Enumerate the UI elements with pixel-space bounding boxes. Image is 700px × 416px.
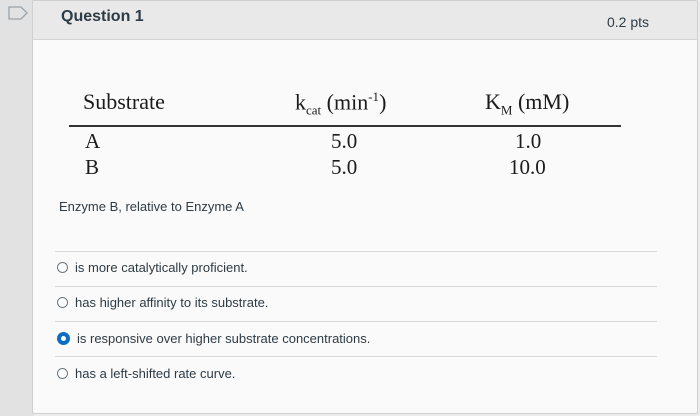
row-a-substrate: A (85, 129, 101, 153)
kcat-unit: (min (321, 89, 369, 115)
kcat-subscript: cat (306, 102, 322, 118)
answer-divider (55, 356, 657, 357)
answer-divider (55, 286, 657, 287)
kcat-symbol: k (295, 89, 306, 115)
answer-divider (55, 251, 657, 252)
question-points: 0.2 pts (606, 14, 649, 30)
row-a-km: 1.0 (515, 129, 542, 153)
flag-question-icon[interactable] (8, 6, 28, 20)
km-symbol: K (485, 89, 501, 114)
table-header-rule (69, 125, 621, 127)
row-b-km: 10.0 (509, 155, 546, 179)
header-substrate: Substrate (83, 89, 165, 114)
answer-option[interactable] (57, 255, 248, 279)
question-card (32, 0, 698, 414)
answer-label: is more catalytically proficient. (75, 259, 248, 275)
row-b-substrate: B (85, 155, 100, 179)
answer-option-selected[interactable] (57, 326, 370, 350)
radio-button-icon[interactable] (57, 368, 68, 379)
answer-option[interactable] (57, 290, 268, 314)
header-kcat (295, 89, 386, 119)
answer-option[interactable] (57, 361, 235, 385)
answer-label: is responsive over higher substrate concentrations. (77, 330, 371, 346)
kcat-unit-close: ) (379, 89, 387, 115)
question-title: Question 1 (61, 8, 144, 25)
row-b-kcat: 5.0 (331, 155, 358, 179)
km-unit: (mM) (512, 89, 570, 114)
km-subscript: M (500, 102, 513, 118)
answer-label: has a left-shifted rate curve. (75, 365, 236, 381)
radio-button-selected-icon[interactable] (57, 332, 70, 345)
answer-divider (55, 321, 657, 322)
row-a-kcat: 5.0 (331, 129, 358, 153)
question-nav-strip (0, 0, 34, 416)
radio-button-icon[interactable] (57, 297, 68, 308)
answer-label: has higher affinity to its substrate. (75, 294, 269, 310)
radio-button-icon[interactable] (57, 262, 68, 273)
kcat-superscript: -1 (368, 89, 380, 104)
question-prompt: Enzyme B, relative to Enzyme A (59, 199, 244, 214)
question-header (33, 1, 697, 40)
header-km (485, 89, 569, 118)
